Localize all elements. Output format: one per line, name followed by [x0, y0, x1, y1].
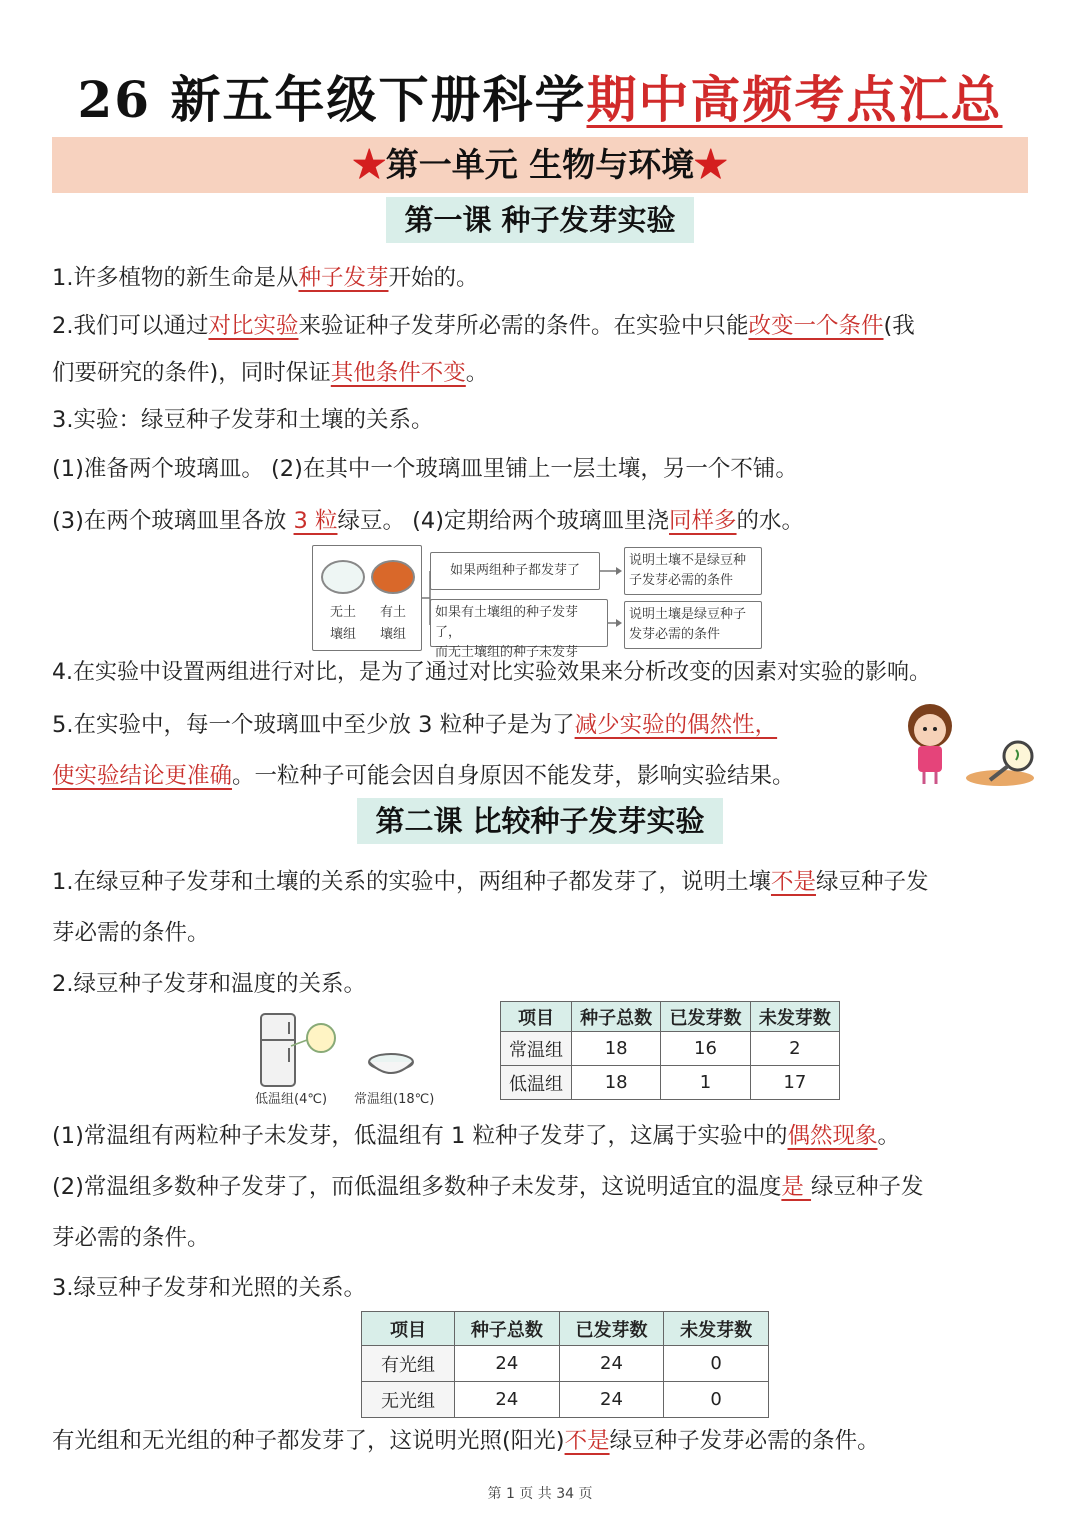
keyword: 对比实验: [208, 313, 299, 339]
arrow-icon: [600, 545, 624, 651]
table-header-row: 项目 种子总数 已发芽数 未发芽数: [362, 1312, 769, 1346]
lesson2-point-2-2b: 芽必需的条件。: [52, 1225, 210, 1251]
keyword: 种子发芽: [298, 265, 389, 291]
fridge-and-bowl-icon: [255, 1010, 445, 1090]
table-row: 低温组 18 1 17: [501, 1066, 840, 1100]
keyword: 是: [781, 1174, 812, 1200]
unit-header: [52, 137, 1028, 193]
dishes-box: 无土 壤组 有土 壤组: [312, 545, 422, 651]
keyword: 减少实验的偶然性，: [574, 712, 778, 738]
lesson2-point-3-conclusion: 有光组和无光组的种子都发芽了，这说明光照(阳光)不是绿豆种子发芽必需的条件。: [52, 1428, 880, 1454]
keyword: 使实验结论更准确: [52, 763, 233, 789]
result-box-1: 说明土壤不是绿豆种 子发芽必需的条件: [624, 547, 762, 595]
lesson1-steps-1: (1)准备两个玻璃皿。 (2)在其中一个玻璃皿里铺上一层土壤，另一个不铺。: [52, 456, 798, 482]
empty-dish-icon: [321, 560, 365, 594]
keyword: 改变一个条件: [748, 313, 884, 339]
keyword: 同样多: [669, 508, 737, 534]
lesson2-point-1b: 芽必需的条件。: [52, 920, 210, 946]
star-icon: ★: [352, 145, 386, 184]
condition-box-2: 如果有土壤组的种子发芽了， 而无土壤组的种子未发芽: [430, 599, 608, 647]
lesson1-steps-2: (3)在两个玻璃皿里各放 3 粒绿豆。 (4)定期给两个玻璃皿里浇同样多的水。: [52, 508, 805, 534]
lesson2-point-2: 2.绿豆种子发芽和温度的关系。: [52, 971, 366, 997]
page-title: [0, 60, 1080, 132]
soil-dish-icon: [371, 560, 415, 594]
light-table: [361, 1311, 769, 1418]
page-number: 第 1 页 共 34 页: [487, 1486, 593, 1502]
lesson1-point-2b: 们要研究的条件)，同时保证其他条件不变。: [52, 360, 489, 386]
table-row: 无光组 24 24 0: [362, 1382, 769, 1418]
lesson2-point-1a: 1.在绿豆种子发芽和土壤的关系的实验中，两组种子都发芽了，说明土壤不是绿豆种子发: [52, 869, 929, 895]
lesson1-point-4: 4.在实验中设置两组进行对比，是为了通过对比实验效果来分析改变的因素对实验的影响。: [52, 660, 931, 685]
table-header-row: 项目 种子总数 已发芽数 未发芽数: [501, 1002, 840, 1032]
keyword: 3 粒: [293, 508, 338, 534]
lesson1-heading-wrap: [0, 197, 1080, 243]
unit-title: 第一单元 生物与环境: [385, 145, 695, 184]
lesson2-point-2-2a: (2)常温组多数种子发芽了，而低温组多数种子未发芽，这说明适宜的温度是 绿豆种子发: [52, 1174, 924, 1200]
keyword: 其他条件不变: [330, 360, 466, 386]
lesson2-title: 第二课 比较种子发芽实验: [357, 798, 722, 844]
keyword: 不是: [770, 869, 816, 895]
lesson1-point-3: 3.实验：绿豆种子发芽和土壤的关系。: [52, 407, 434, 433]
table-row: 常温组 18 16 2: [501, 1032, 840, 1066]
lesson2-heading-wrap: [0, 798, 1080, 844]
keyword: 不是: [564, 1428, 610, 1454]
experiment-diagram: [312, 545, 764, 660]
lesson2-point-2-1: (1)常温组有两粒种子未发芽，低温组有 1 粒种子发芽了，这属于实验中的偶然现象。: [52, 1123, 901, 1149]
table-row: 有光组 24 24 0: [362, 1346, 769, 1382]
lesson1-point-1: 1.许多植物的新生命是从种子发芽开始的。: [52, 265, 479, 291]
lesson1-point-5b: 使实验结论更准确。一粒种子可能会因自身原因不能发芽，影响实验结果。: [52, 763, 795, 789]
lesson1-point-5a: 5.在实验中，每一个玻璃皿中至少放 3 粒种子是为了减少实验的偶然性，: [52, 712, 778, 738]
title-main: 26 新五年级下册科学: [77, 70, 587, 129]
temperature-table: [500, 1001, 840, 1100]
lesson2-point-3: 3.绿豆种子发芽和光照的关系。: [52, 1275, 366, 1301]
result-box-2: 说明土壤是绿豆种子 发芽必需的条件: [624, 601, 762, 649]
girl-with-magnifier-icon: [900, 698, 1050, 790]
lesson1-point-2a: 2.我们可以通过对比实验来验证种子发芽所必需的条件。在实验中只能改变一个条件(我: [52, 313, 915, 339]
lesson1-title: 第一课 种子发芽实验: [386, 197, 693, 243]
title-highlight: 期中高频考点汇总: [586, 70, 1003, 129]
fridge-label: 低温组(4℃): [255, 1092, 328, 1107]
star-icon: ★: [694, 145, 728, 184]
condition-box-1: 如果两组种子都发芽了: [430, 552, 600, 590]
bowl-label: 常温组(18℃): [354, 1092, 435, 1107]
keyword: 偶然现象: [787, 1123, 878, 1149]
